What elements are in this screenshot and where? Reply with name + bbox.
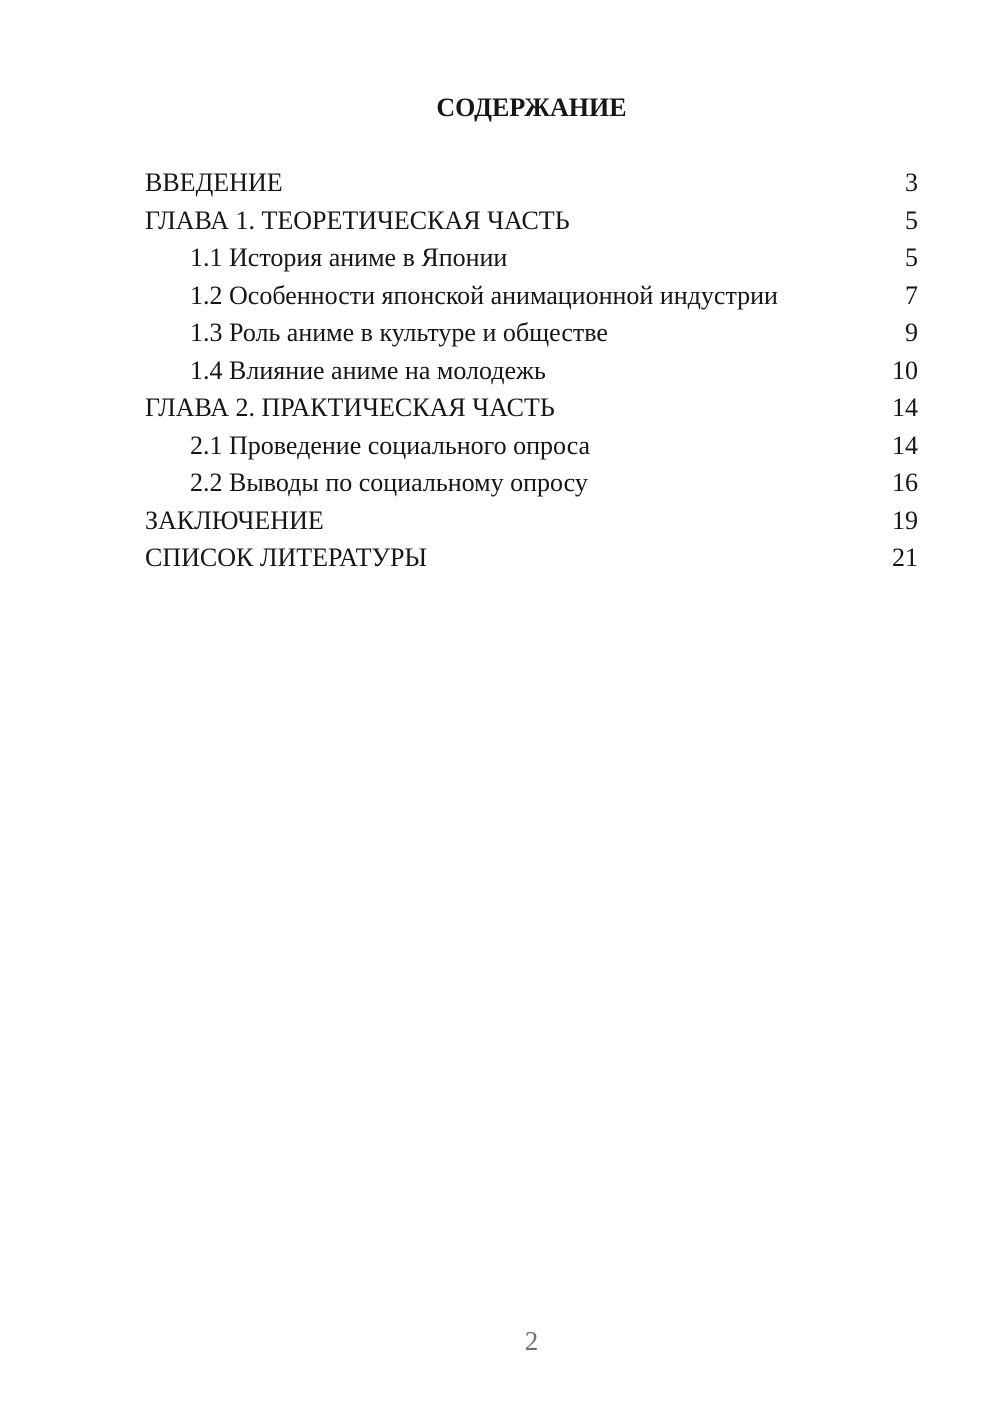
toc-entry-label: 1.4 Влияние аниме на молодежь [190,355,546,385]
toc-entry-label: ЗАКЛЮЧЕНИЕ [145,505,324,535]
toc-entry [145,352,918,390]
toc-entry [145,427,918,465]
toc-entry [145,202,918,240]
toc-entry-page: 5 [905,243,918,272]
toc-entry-page: 21 [892,543,918,572]
toc-entry [145,239,918,277]
toc-entry [145,502,918,540]
toc-entry-label: СПИСОК ЛИТЕРАТУРЫ [145,543,428,572]
toc-entry-label: 1.3 Роль аниме в культуре и обществе [190,318,608,347]
toc-entry-label: 2.2 Выводы по социальному опросу [190,468,588,497]
toc-entry-page: 14 [892,430,918,460]
toc-entry-label: ВВЕДЕНИЕ [145,168,283,197]
page-title: СОДЕРЖАНИЕ [436,93,627,122]
toc-entry [145,389,918,427]
toc-entry [145,277,918,315]
toc-entry-page: 19 [892,505,918,535]
toc-entry [145,314,918,352]
toc-entry-label: 1.1 История аниме в Японии [190,243,508,272]
toc-entry-page: 16 [892,468,918,497]
toc-entry-label: 2.1 Проведение социального опроса [190,430,591,460]
toc-entry-label: ГЛАВА 1. ТЕОРЕТИЧЕСКАЯ ЧАСТЬ [145,205,570,235]
toc-entry [145,539,918,577]
table-of-contents [145,164,918,577]
toc-entry-label: 1.2 Особенности японской анимационной индустрии [190,280,778,310]
toc-entry-page: 14 [892,393,918,422]
page-number: 2 [524,1326,539,1356]
toc-entry [145,464,918,502]
toc-entry-label: ГЛАВА 2. ПРАКТИЧЕСКАЯ ЧАСТЬ [145,393,555,422]
toc-entry-page: 7 [905,280,918,310]
toc-entry-page: 5 [905,205,918,235]
toc-entry-page: 10 [892,355,918,385]
toc-entry-page: 9 [905,318,918,347]
toc-entry [145,164,918,202]
toc-entry-page: 3 [905,168,918,197]
